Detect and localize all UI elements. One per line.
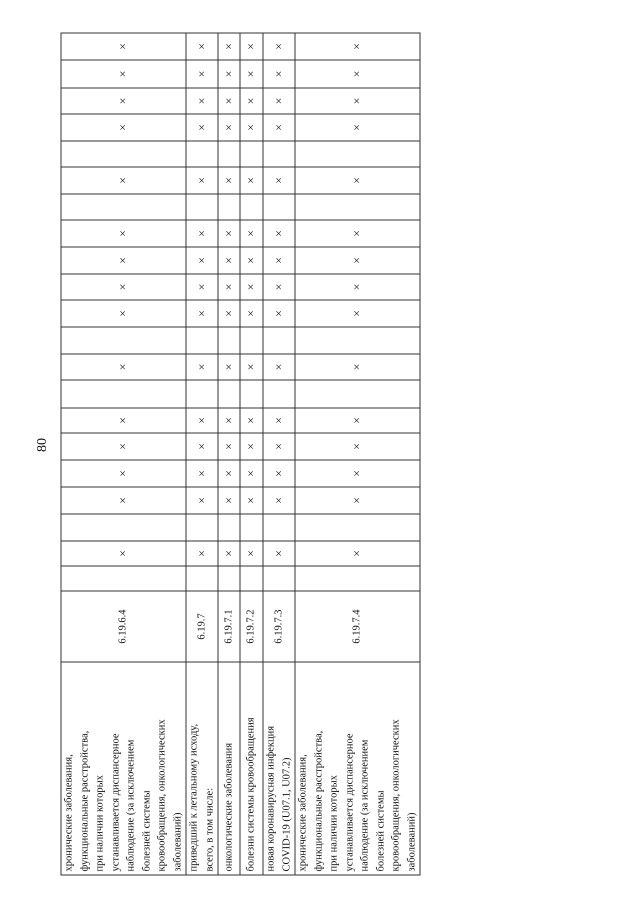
cross-mark: × xyxy=(61,408,186,433)
empty-cell xyxy=(186,141,218,167)
cross-mark: × xyxy=(61,300,186,327)
cross-mark: × xyxy=(218,300,240,327)
cross-mark: × xyxy=(295,33,420,60)
empty-cell xyxy=(263,141,295,167)
cross-mark: × xyxy=(218,487,240,514)
cross-mark: × xyxy=(61,60,186,88)
cross-mark: × xyxy=(218,88,240,114)
cross-mark: × xyxy=(61,114,186,141)
cross-mark: × xyxy=(263,247,295,274)
cross-mark: × xyxy=(240,60,263,88)
row-code: 6.19.7.2 xyxy=(240,591,263,662)
empty-cell xyxy=(186,327,218,354)
empty-cell xyxy=(263,194,295,220)
row-code: 6.19.7.1 xyxy=(218,591,240,662)
empty-cell xyxy=(218,566,240,591)
cross-mark: × xyxy=(61,274,186,300)
cross-mark: × xyxy=(295,487,420,514)
cross-mark: × xyxy=(263,167,295,194)
cross-mark: × xyxy=(240,300,263,327)
empty-cell xyxy=(295,380,420,408)
empty-cell xyxy=(240,566,263,591)
empty-cell xyxy=(240,141,263,167)
cross-mark: × xyxy=(240,114,263,141)
cross-mark: × xyxy=(61,354,186,380)
table-row xyxy=(240,33,263,875)
empty-cell xyxy=(295,194,420,220)
table-row xyxy=(61,33,186,875)
empty-cell xyxy=(263,327,295,354)
cross-mark: × xyxy=(295,88,420,114)
empty-cell xyxy=(218,327,240,354)
cross-mark: × xyxy=(218,60,240,88)
cross-mark: × xyxy=(240,220,263,247)
cross-mark: × xyxy=(240,33,263,60)
cross-mark: × xyxy=(61,541,186,566)
cross-mark: × xyxy=(218,408,240,433)
cross-mark: × xyxy=(61,33,186,60)
cross-mark: × xyxy=(218,114,240,141)
cross-mark: × xyxy=(186,60,218,88)
cross-mark: × xyxy=(218,460,240,487)
table-row xyxy=(263,33,295,875)
empty-cell xyxy=(61,566,186,591)
row-code: 6.19.7 xyxy=(186,591,218,662)
row-name: онкологические заболевания xyxy=(218,662,240,875)
row-name: хронические заболевания, функциональные расстройства, при наличии которых устанавливается диспансерное наблюдение (за исключением болезней системы кровообращения, онкологических заболеваний) xyxy=(61,662,186,875)
cross-mark: × xyxy=(218,541,240,566)
cross-mark: × xyxy=(240,487,263,514)
cross-mark: × xyxy=(295,354,420,380)
cross-mark: × xyxy=(240,167,263,194)
cross-mark: × xyxy=(186,114,218,141)
cross-mark: × xyxy=(240,541,263,566)
cross-mark: × xyxy=(186,167,218,194)
cross-mark: × xyxy=(240,433,263,460)
cross-mark: × xyxy=(61,220,186,247)
cross-mark: × xyxy=(263,354,295,380)
cross-mark: × xyxy=(61,433,186,460)
empty-cell xyxy=(61,327,186,354)
empty-cell xyxy=(186,566,218,591)
empty-cell xyxy=(218,514,240,541)
cross-mark: × xyxy=(295,274,420,300)
empty-cell xyxy=(263,566,295,591)
row-code: 6.19.7.3 xyxy=(263,591,295,662)
cross-mark: × xyxy=(186,433,218,460)
cross-mark: × xyxy=(218,167,240,194)
cross-mark: × xyxy=(218,433,240,460)
cross-mark: × xyxy=(295,300,420,327)
cross-mark: × xyxy=(61,167,186,194)
row-name: новая коронавирусная инфекция COVID-19 (U07.1, U07.2) xyxy=(263,662,295,875)
cross-mark: × xyxy=(61,88,186,114)
empty-cell xyxy=(218,194,240,220)
row-name: приведший к летальному исходу, всего, в том числе: xyxy=(186,662,218,875)
empty-cell xyxy=(295,514,420,541)
row-code: 6.19.7.4 xyxy=(295,591,420,662)
cross-mark: × xyxy=(263,460,295,487)
cross-mark: × xyxy=(61,460,186,487)
cross-mark: × xyxy=(218,274,240,300)
cross-mark: × xyxy=(263,220,295,247)
cross-mark: × xyxy=(295,541,420,566)
cross-mark: × xyxy=(186,220,218,247)
empty-cell xyxy=(240,327,263,354)
cross-mark: × xyxy=(263,33,295,60)
cross-mark: × xyxy=(295,247,420,274)
cross-mark: × xyxy=(295,433,420,460)
cross-mark: × xyxy=(186,247,218,274)
cross-mark: × xyxy=(186,274,218,300)
table-row xyxy=(218,33,240,875)
empty-cell xyxy=(218,141,240,167)
empty-cell xyxy=(186,514,218,541)
cross-mark: × xyxy=(186,541,218,566)
empty-cell xyxy=(240,194,263,220)
empty-cell xyxy=(186,194,218,220)
cross-mark: × xyxy=(186,487,218,514)
cross-mark: × xyxy=(186,460,218,487)
cross-mark: × xyxy=(240,88,263,114)
cross-mark: × xyxy=(186,354,218,380)
table-row xyxy=(186,33,218,875)
empty-cell xyxy=(61,380,186,408)
cross-mark: × xyxy=(240,460,263,487)
empty-cell xyxy=(61,514,186,541)
cross-mark: × xyxy=(218,247,240,274)
cross-mark: × xyxy=(263,433,295,460)
cross-mark: × xyxy=(263,274,295,300)
empty-cell xyxy=(263,380,295,408)
cross-mark: × xyxy=(295,167,420,194)
rotated-table-container xyxy=(60,34,417,875)
empty-cell xyxy=(218,380,240,408)
cross-mark: × xyxy=(295,460,420,487)
cross-mark: × xyxy=(263,408,295,433)
cross-mark: × xyxy=(263,114,295,141)
cross-mark: × xyxy=(263,88,295,114)
empty-cell xyxy=(263,514,295,541)
row-name: хронические заболевания, функциональные расстройства, при наличии которых устанавливается диспансерное наблюдение (за исключением болезней системы кровообращения, онкологических заболеваний) xyxy=(295,662,420,875)
cross-mark: × xyxy=(186,408,218,433)
empty-cell xyxy=(61,194,186,220)
cross-mark: × xyxy=(263,487,295,514)
empty-cell xyxy=(295,327,420,354)
cross-mark: × xyxy=(240,408,263,433)
cross-mark: × xyxy=(240,354,263,380)
cross-mark: × xyxy=(263,541,295,566)
cross-mark: × xyxy=(186,33,218,60)
cross-mark: × xyxy=(186,300,218,327)
cross-mark: × xyxy=(263,300,295,327)
cross-mark: × xyxy=(295,220,420,247)
cross-mark: × xyxy=(240,247,263,274)
cross-mark: × xyxy=(240,274,263,300)
cross-mark: × xyxy=(295,114,420,141)
empty-cell xyxy=(240,514,263,541)
empty-cell xyxy=(61,141,186,167)
data-table xyxy=(60,32,420,875)
cross-mark: × xyxy=(218,33,240,60)
cross-mark: × xyxy=(218,354,240,380)
cross-mark: × xyxy=(186,88,218,114)
row-code: 6.19.6.4 xyxy=(61,591,186,662)
cross-mark: × xyxy=(295,60,420,88)
empty-cell xyxy=(295,566,420,591)
cross-mark: × xyxy=(61,487,186,514)
cross-mark: × xyxy=(295,408,420,433)
cross-mark: × xyxy=(218,220,240,247)
empty-cell xyxy=(295,141,420,167)
empty-cell xyxy=(186,380,218,408)
cross-mark: × xyxy=(263,60,295,88)
row-name: болезни системы кровообращения xyxy=(240,662,263,875)
cross-mark: × xyxy=(61,247,186,274)
page-number: 80 xyxy=(35,438,50,452)
empty-cell xyxy=(240,380,263,408)
table-row xyxy=(295,33,420,875)
